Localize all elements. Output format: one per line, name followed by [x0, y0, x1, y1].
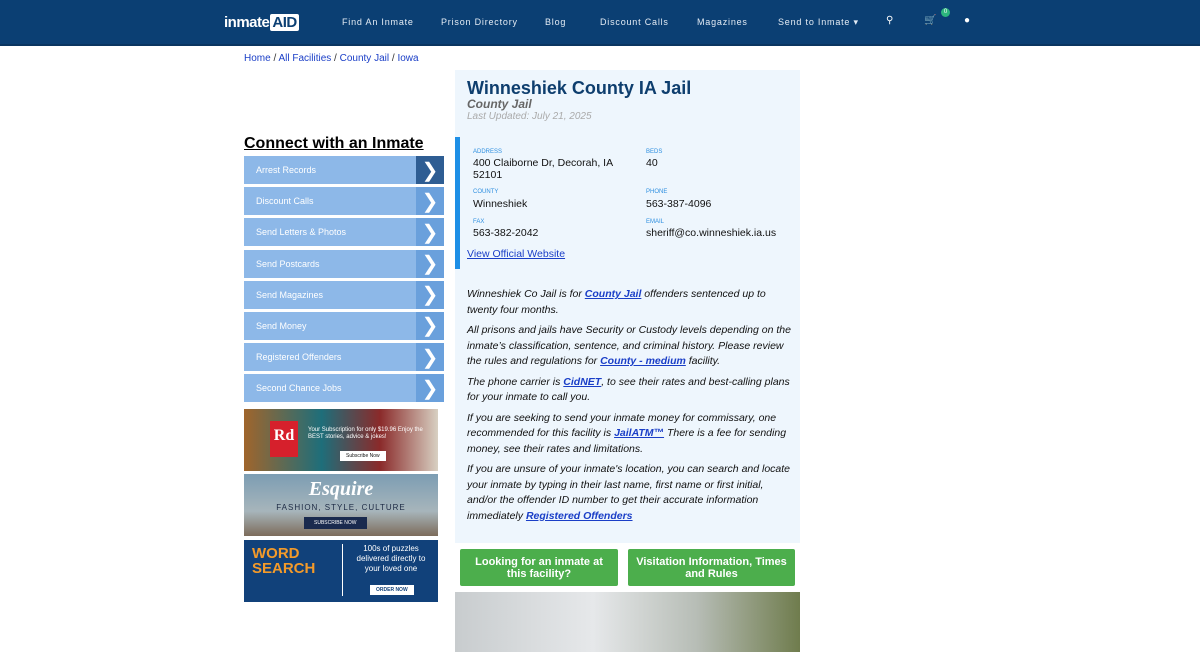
esquire-subscribe-button[interactable]: SUBSCRIBE NOW	[304, 517, 367, 529]
sidebar-item-label: Send Postcards	[256, 258, 320, 269]
facility-type: County Jail	[467, 97, 532, 111]
email-value: sheriff@co.winneshiek.ia.us	[646, 227, 777, 239]
phone-label: PHONE	[646, 189, 668, 195]
sidebar-item-send-money[interactable]	[244, 312, 444, 340]
desc-text: offenders sentenced up to twenty four months.	[467, 288, 766, 316]
sidebar-item-send-letters[interactable]	[244, 218, 444, 246]
money-service-link[interactable]: JailATM™	[614, 427, 665, 439]
sidebar-menu	[244, 156, 444, 406]
chevron-right-icon: ❯	[416, 343, 444, 371]
sidebar-item-second-chance-jobs[interactable]	[244, 374, 444, 402]
search-icon[interactable]: ⚲	[886, 15, 894, 26]
desc-text: If you are unsure of your inmate's location, you can search and locate your inmate by typing in their last name, first name or first initial, and/or the offender ID number to get their accurate information immediately	[467, 463, 791, 522]
facility-photo	[455, 592, 800, 652]
sidebar-item-send-postcards[interactable]	[244, 250, 444, 278]
dell-order-button[interactable]: ORDER NOW	[370, 585, 414, 595]
rd-ad-text: Your Subscription for only $19.96 Enjoy the BEST stories, advice & jokes!	[308, 427, 423, 440]
facility-header	[455, 70, 800, 287]
cart-count-badge: 0	[941, 8, 950, 17]
dell-ad-title: WORD SEARCH	[252, 545, 316, 577]
fax-value: 563-382-2042	[473, 227, 539, 239]
breadcrumb-iowa[interactable]: Iowa	[397, 53, 419, 64]
sidebar-item-label: Send Money	[256, 320, 307, 331]
address-value: 400 Claiborne Dr, Decorah, IA 52101	[473, 157, 613, 181]
breadcrumb-county-jail[interactable]: County Jail	[339, 53, 390, 64]
rd-subscribe-button[interactable]: Subscribe Now	[340, 451, 386, 461]
main-column	[455, 70, 800, 652]
phone-carrier-link[interactable]: CidNET	[563, 375, 602, 388]
desc-text: There is a fee for sending money, see their rates and limitations.	[467, 427, 787, 455]
sidebar-item-arrest-records[interactable]	[244, 156, 444, 184]
facility-panel	[455, 70, 800, 543]
nav-find-inmate[interactable]: Find An Inmate	[342, 17, 414, 27]
official-website-link[interactable]: View Official Website	[467, 248, 566, 260]
chevron-right-icon: ❯	[416, 187, 444, 215]
county-label: COUNTY	[473, 189, 499, 195]
action-buttons	[455, 543, 800, 586]
nav-send-to-inmate[interactable]: Send to Inmate ▾	[778, 17, 859, 27]
registered-offenders-link[interactable]: Registered Offenders	[525, 509, 633, 522]
find-inmate-button[interactable]: Looking for an inmate at this facility?	[460, 549, 618, 586]
sidebar-item-label: Send Letters & Photos	[256, 227, 347, 238]
rd-logo: Rd	[270, 421, 298, 457]
facility-title: Winneshiek County IA Jail	[467, 78, 692, 98]
dell-ad-text: 100s of puzzles delivered directly to your loved one	[356, 544, 426, 573]
sidebar-item-label: Second Chance Jobs	[256, 383, 342, 394]
readers-digest-ad[interactable]	[244, 409, 438, 471]
beds-value: 40	[646, 157, 658, 169]
sidebar-item-label: Registered Offenders	[256, 352, 342, 363]
desc-text: , to see their rates and best-calling plans for your inmate to call you.	[467, 375, 790, 403]
logo[interactable]	[224, 14, 299, 31]
chevron-right-icon: ❯	[416, 374, 444, 402]
esquire-tagline: FASHION, STYLE, CULTURE	[276, 503, 406, 512]
phone-value: 563-387-4096	[646, 198, 712, 210]
chevron-right-icon: ❯	[416, 250, 444, 278]
sidebar-item-discount-calls[interactable]	[244, 187, 444, 215]
logo-text-aid: AID	[272, 14, 297, 31]
desc-text: If you are seeking to send your inmate money for commissary, one recommended for this facility is	[467, 411, 777, 439]
breadcrumb-all-facilities[interactable]: All Facilities	[278, 53, 332, 64]
dell-word-search-ad[interactable]	[244, 540, 438, 602]
esquire-ad[interactable]	[244, 474, 438, 536]
last-updated: Last Updated: July 21, 2025	[467, 111, 592, 122]
desc-text: facility.	[685, 355, 721, 367]
sidebar-item-label: Discount Calls	[256, 196, 314, 207]
visitation-info-button[interactable]: Visitation Information, Times and Rules	[628, 549, 795, 586]
beds-label: BEDS	[646, 149, 663, 155]
chevron-right-icon: ❯	[416, 156, 444, 184]
nav-prison-directory[interactable]: Prison Directory	[441, 17, 518, 27]
esquire-logo: Esquire	[308, 478, 374, 500]
ad-divider	[342, 544, 343, 596]
chevron-right-icon: ❯	[416, 218, 444, 246]
nav-blog[interactable]: Blog	[545, 17, 567, 27]
facility-description	[467, 287, 792, 524]
email-label: EMAIL	[646, 219, 665, 225]
desc-text: Winneshiek Co Jail is for	[467, 288, 585, 300]
sidebar-heading: Connect with an Inmate	[244, 135, 424, 152]
sidebar-item-label: Arrest Records	[256, 165, 317, 175]
sidebar-item-label: Send Magazines	[256, 289, 324, 300]
security-level-link[interactable]: County - medium	[600, 355, 686, 367]
nav-magazines[interactable]: Magazines	[697, 17, 748, 27]
sidebar-item-registered-offenders[interactable]	[244, 343, 444, 371]
breadcrumb-home[interactable]: Home	[244, 53, 271, 64]
desc-text: All prisons and jails have Security or Custody levels depending on the inmate’s classification, sentence, and criminal history. Please review the rules and regulations for	[467, 324, 791, 367]
breadcrumb: Home / All Facilities / County Jail / Iowa	[244, 53, 419, 64]
chevron-right-icon: ❯	[416, 312, 444, 340]
nav-discount-calls[interactable]: Discount Calls	[600, 17, 669, 27]
chevron-right-icon: ❯	[416, 281, 444, 309]
county-value: Winneshiek	[473, 198, 528, 210]
top-nav	[0, 0, 1200, 46]
desc-text: The phone carrier is	[467, 375, 564, 388]
sidebar-item-send-magazines[interactable]	[244, 281, 444, 309]
county-jail-link[interactable]: County Jail	[584, 288, 642, 300]
logo-text: inmate	[224, 14, 270, 31]
address-label: ADDRESS	[473, 149, 503, 155]
fax-label: FAX	[473, 219, 485, 225]
user-icon[interactable]: ●	[964, 15, 971, 26]
cart-icon[interactable]: 🛒	[924, 15, 937, 26]
